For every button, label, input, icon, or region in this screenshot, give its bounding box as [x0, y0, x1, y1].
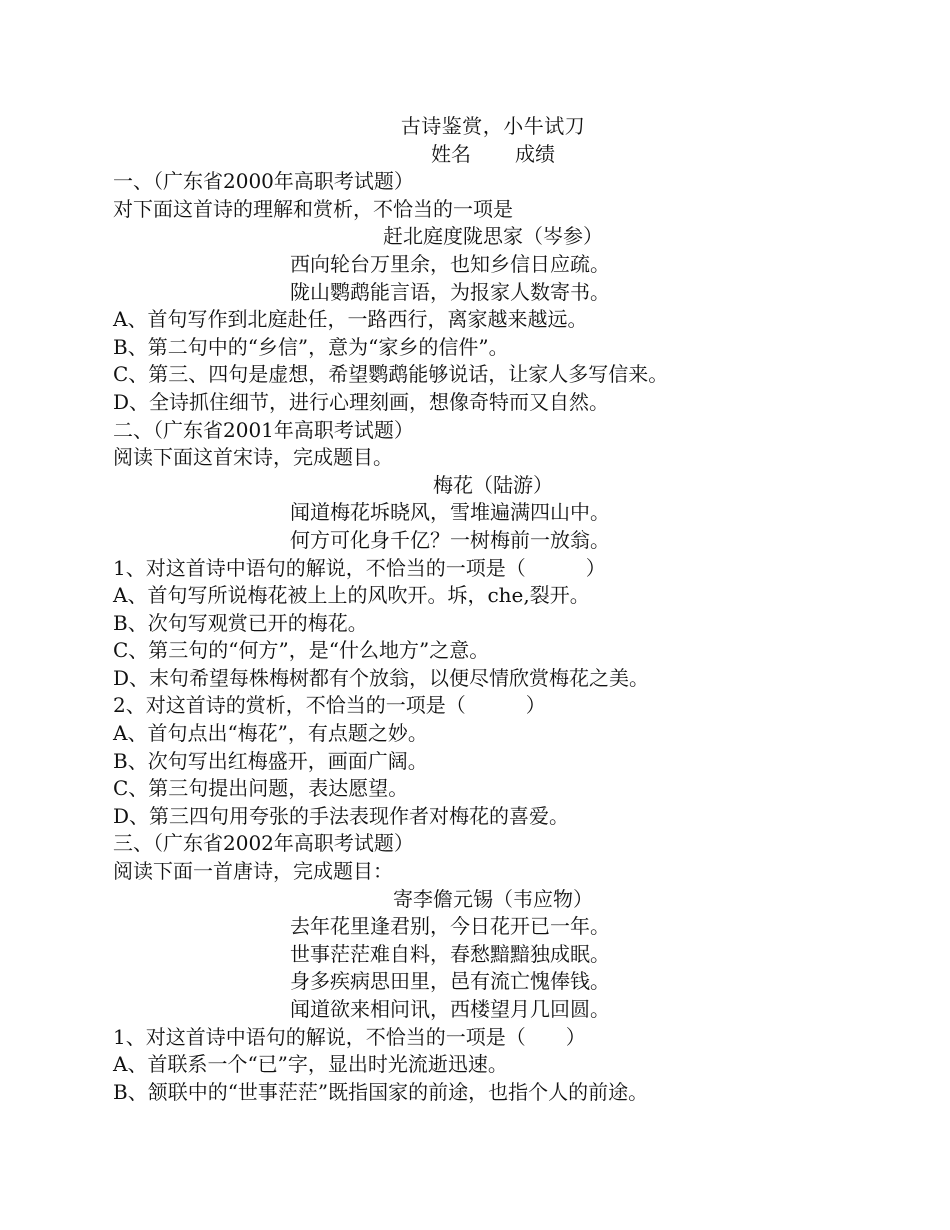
section2-q1-option-a: A、首句写所说梅花被上上的风吹开。坼，che,裂开。 [113, 583, 590, 608]
section3-question-1: 1、对这首诗中语句的解说，不恰当的一项是（ ） [113, 1024, 586, 1049]
name-score-line [113, 141, 873, 169]
section2-q2-option-a: A、首句点出“梅花”，有点题之妙。 [113, 721, 428, 746]
section1-instruction: 对下面这首诗的理解和赏析，不恰当的一项是 [113, 196, 513, 221]
section1-option-c: C、第三、四句是虚想，希望鹦鹉能够说话，让家人多写信来。 [113, 362, 669, 387]
section2-q2-option-b: B、次句写出红梅盛开，画面广阔。 [113, 748, 428, 773]
section1-option-a: A、首句写作到北庭赴任，一路西行，离家越来越远。 [113, 307, 588, 332]
section2-q1-option-d: D、末句希望每株梅树都有个放翁，以便尽情欣赏梅花之美。 [113, 665, 650, 690]
section2-poem-line: 何方可化身千亿？一树梅前一放翁。 [290, 527, 610, 552]
section2-q1-option-c: C、第三句的“何方”，是“什么地方”之意。 [113, 638, 490, 663]
section2-q2-option-c: C、第三句提出问题，表达愿望。 [113, 776, 409, 801]
section3-q1-option-a: A、首联系一个“已”字，显出时光流逝迅速。 [113, 1052, 508, 1077]
section3-poem-line: 身多疾病思田里，邑有流亡愧俸钱。 [290, 969, 610, 994]
name-label: 姓名 [431, 141, 471, 166]
section1-poem-line: 陇山鹦鹉能言语，为报家人数寄书。 [290, 279, 610, 304]
section3-poem-line: 去年花里逢君别，今日花开已一年。 [290, 914, 610, 939]
section2-poem-title: 梅花（陆游） [433, 472, 553, 497]
section1-poem-line: 西向轮台万里余，也知乡信日应疏。 [290, 251, 610, 276]
section2-heading: 二、（广东省2001年高职考试题） [113, 417, 414, 442]
section2-q1-option-b: B、次句写观赏已开的梅花。 [113, 610, 368, 635]
section1-heading: 一、（广东省2000年高职考试题） [113, 169, 414, 194]
section1-poem-title: 赶北庭度陇思家（岑参） [383, 224, 603, 249]
section2-instruction: 阅读下面这首宋诗，完成题目。 [113, 445, 393, 470]
section1-option-b: B、第二句中的“乡信”，意为“家乡的信件”。 [113, 334, 509, 359]
document-title: 古诗鉴赏，小牛试刀 [400, 114, 586, 138]
section2-question-2: 2、对这首诗的赏析，不恰当的一项是（ ） [113, 693, 546, 718]
document-body [113, 113, 873, 1106]
section3-q1-option-b: B、颔联中的“世事茫茫”既指国家的前途，也指个人的前途。 [113, 1079, 649, 1104]
section3-poem-line: 世事茫茫难自料，春愁黯黯独成眠。 [290, 941, 610, 966]
section3-heading: 三、（广东省2002年高职考试题） [113, 831, 414, 856]
section2-q2-option-d: D、第三四句用夸张的手法表现作者对梅花的喜爱。 [113, 803, 570, 828]
section2-question-1: 1、对这首诗中语句的解说，不恰当的一项是（ ） [113, 555, 606, 580]
section1-option-d: D、全诗抓住细节，进行心理刻画，想像奇特而又自然。 [113, 389, 610, 414]
section2-poem-line: 闻道梅花坼晓风，雪堆遍满四山中。 [290, 500, 610, 525]
section3-poem-line: 闻道欲来相问讯，西楼望月几回圆。 [290, 997, 610, 1021]
section3-instruction: 阅读下面一首唐诗，完成题目： [113, 859, 393, 884]
score-label: 成绩 [515, 141, 555, 166]
section3-poem-title: 寄李儋元锡（韦应物） [393, 886, 593, 911]
